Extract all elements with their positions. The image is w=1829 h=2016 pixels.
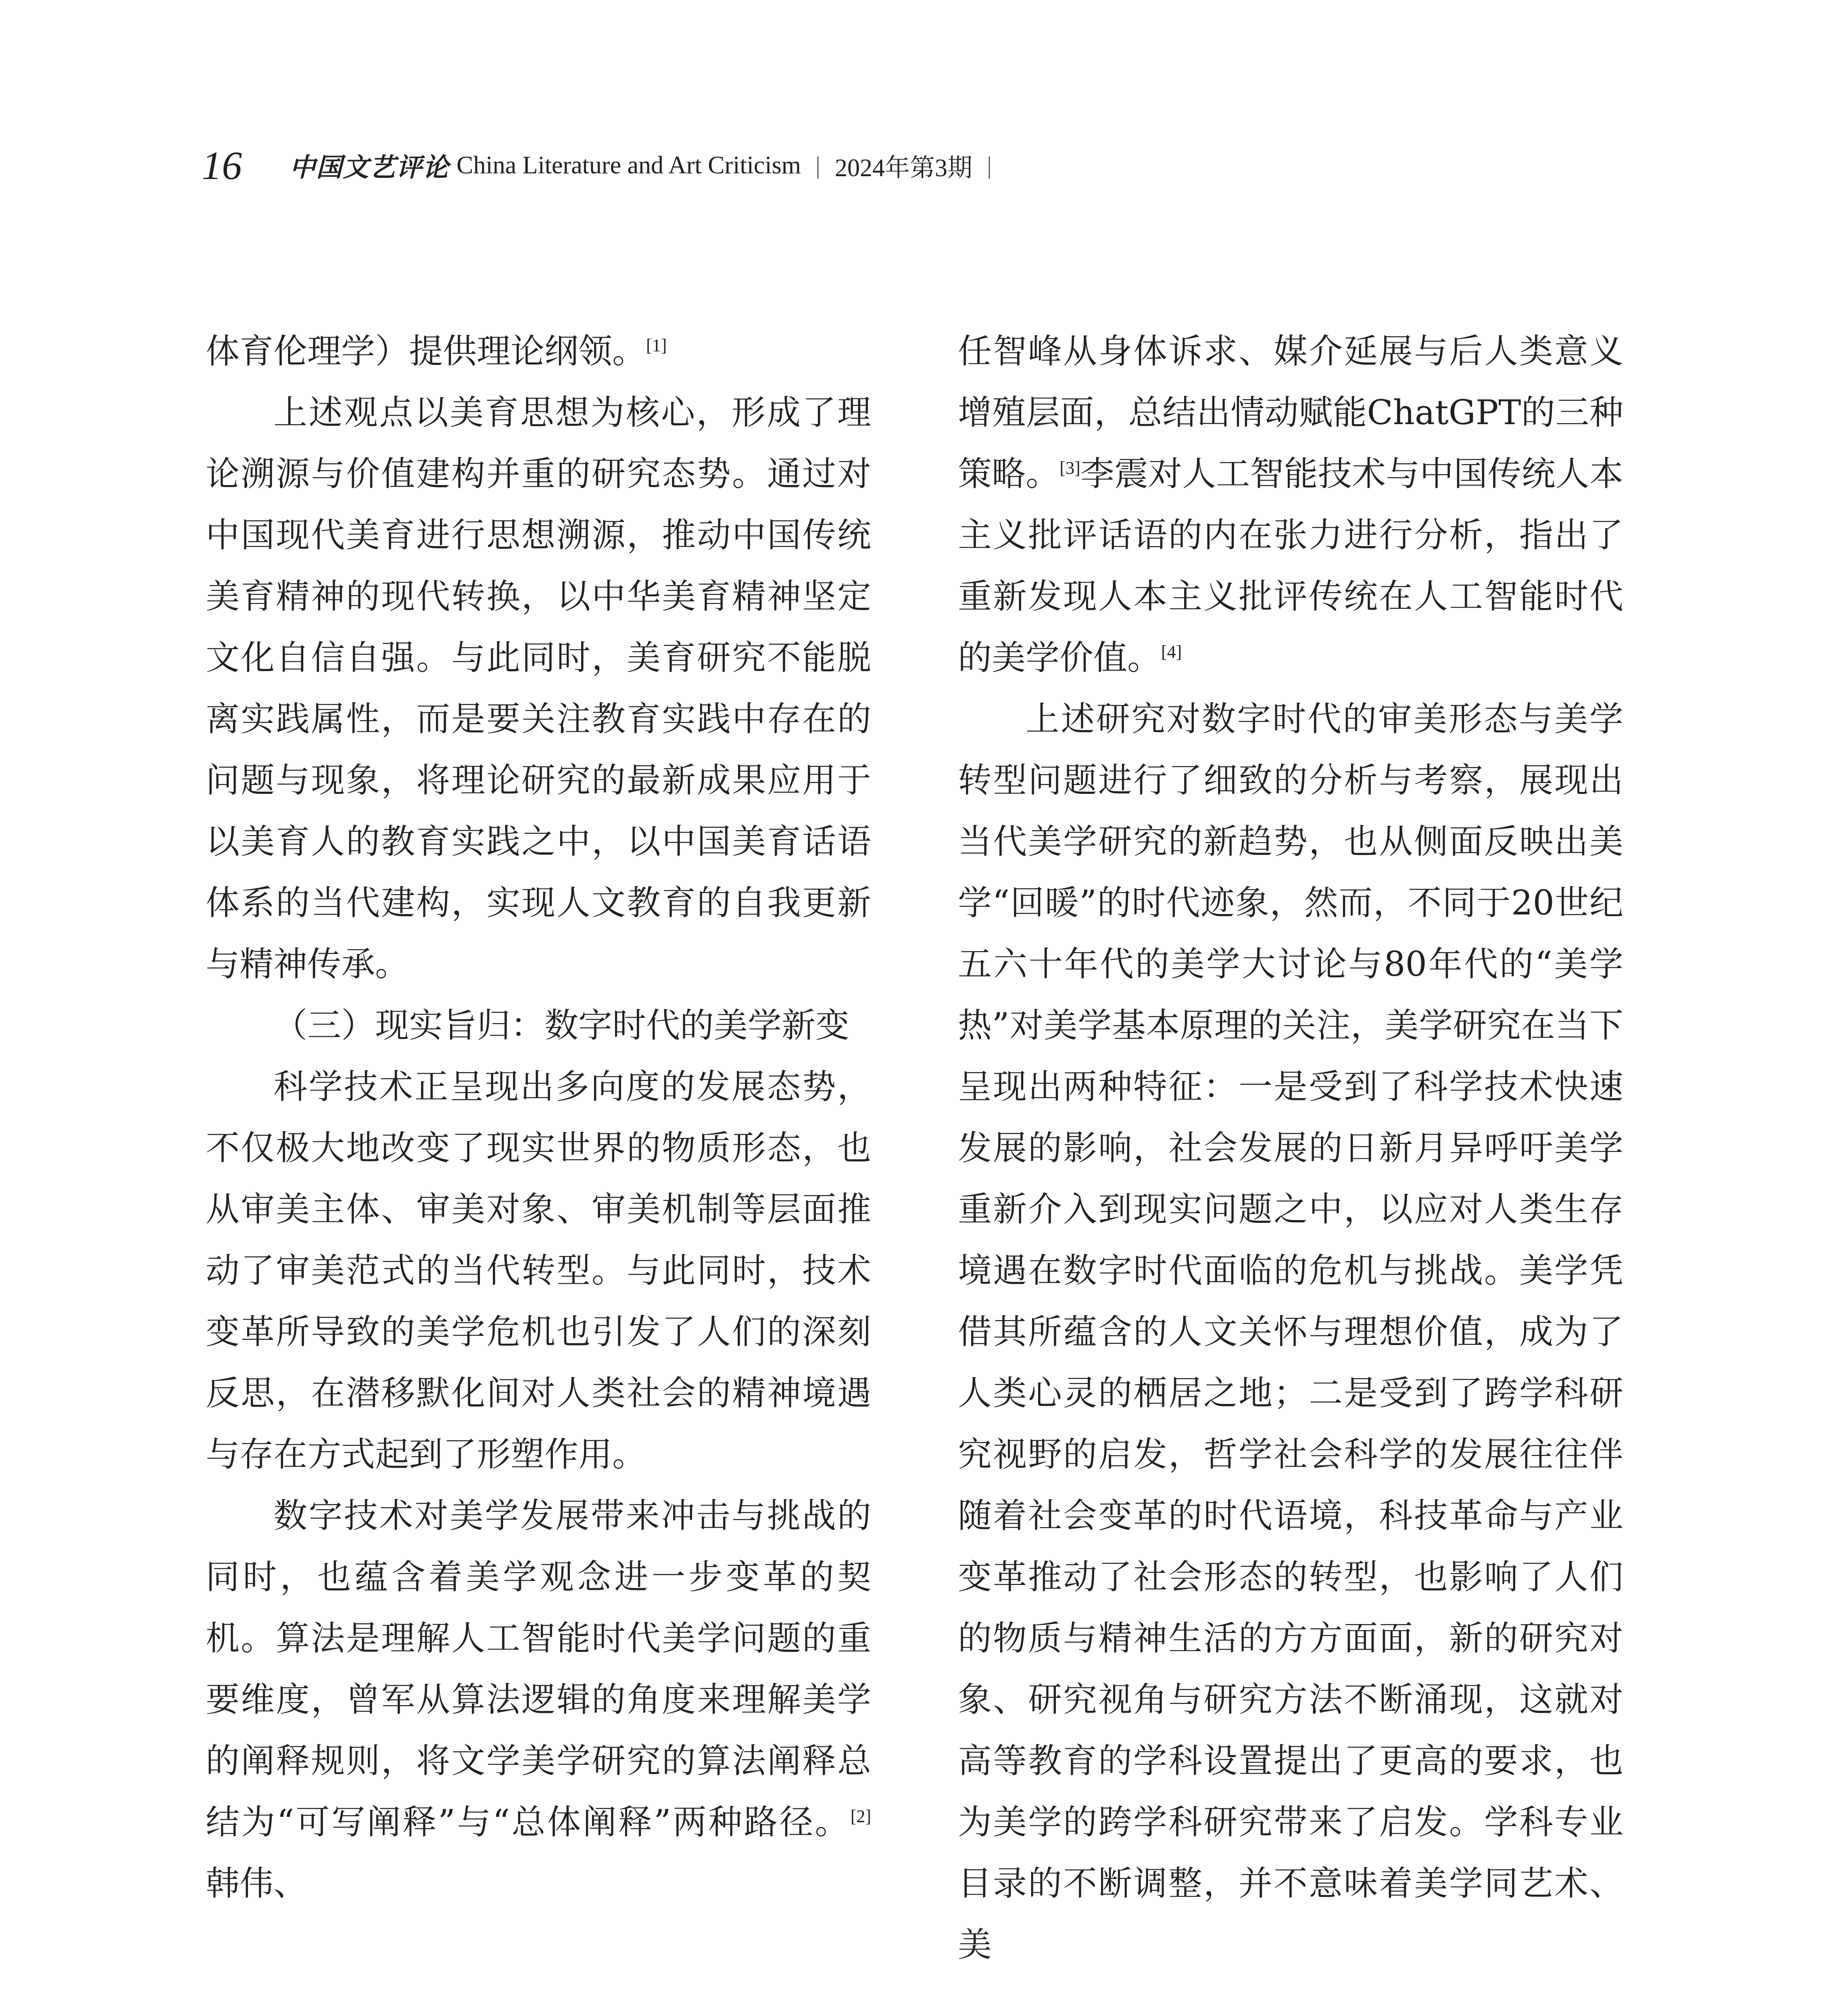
paragraph: 体育伦理学）提供理论纲领。[1] [206, 331, 667, 371]
section-subheading: （三）现实旨归：数字时代的美学新变 [273, 1006, 850, 1045]
paragraph: 任智峰从身体诉求、媒介延展与后人类意义增殖层面，总结出情动赋能ChatGPT的三种策略。[3]李震对人工智能技术与中国传统人本主义批评话语的内在张力进行分析，指出了重新发现人本主义批评传统在人工智能时代的美学价值。[4] [958, 331, 1623, 677]
paragraph: 数字技术对美学发展带来冲击与挑战的同时，也蕴含着美学观念进一步变革的契机。算法是理解人工智能时代美学问题的重要维度，曾军从算法逻辑的角度来理解美学的阐释规则，将文学美学研究的算法阐释总结为“可写阐释”与“总体阐释”两种路径。[2]韩伟、 [206, 1496, 871, 1903]
issue-label: 2024年第3期 [835, 154, 973, 182]
page-number: 16 [202, 143, 242, 188]
paragraph: 上述研究对数字时代的审美形态与美学转型问题进行了细致的分析与考察，展现出当代美学研究的新趋势，也从侧面反映出美学“回暖”的时代迹象，然而，不同于20世纪五六十年代的美学大讨论与80年代的“美学热”对美学基本原理的关注，美学研究在当下呈现出两种特征：一是受到了科学技术快速发展的影响，社会发展的日新月异呼吁美学重新介入到现实问题之中，以应对人类生存境遇在数字时代面临的危机与挑战。美学凭借其所蕴含的人文关怀与理想价值，成为了人类心灵的栖居之地；二是受到了跨学科研究视野的启发，哲学社会科学的发展往往伴随着社会变革的时代语境，科技革命与产业变革推动了社会形态的转型，也影响了人们的物质与精神生活的方方面面，新的研究对象、研究视角与研究方法不断涌现，这就对高等教育的学科设置提出了更高的要求，也为美学的跨学科研究带来了启发。学科专业目录的不断调整，并不意味着美学同艺术、美 [958, 699, 1623, 1964]
paragraph: 上述观点以美育思想为核心，形成了理论溯源与价值建构并重的研究态势。通过对中国现代美育进行思想溯源，推动中国传统美育精神的现代转换，以中华美育精神坚定文化自信自强。与此同时，美育研究不能脱离实践属性，而是要关注教育实践中存在的问题与现象，将理论研究的最新成果应用于以美育人的教育实践之中，以中国美育话语体系的当代建构，实现人文教育的自我更新与精神传承。 [206, 393, 871, 984]
header-separator: | [815, 152, 821, 179]
footnote-ref[interactable]: [4] [1161, 642, 1182, 662]
left-column [206, 321, 871, 1914]
paragraph: 科学技术正呈现出多向度的发展态势，不仅极大地改变了现实世界的物质形态，也从审美主体、审美对象、审美机制等层面推动了审美范式的当代转型。与此同时，技术变革所导致的美学危机也引发了人们的深刻反思，在潜移默化间对人类社会的精神境遇与存在方式起到了形塑作用。 [206, 1067, 871, 1474]
header-separator-end: | [987, 152, 992, 179]
footnote-ref[interactable]: [1] [646, 335, 667, 355]
right-column [958, 321, 1623, 1975]
running-header [202, 133, 1006, 198]
footnote-ref[interactable]: [3] [1059, 458, 1080, 478]
journal-title-cn: 中国文艺评论 [290, 152, 449, 183]
journal-title-en: China Literature and Art Criticism [457, 151, 801, 179]
footnote-ref[interactable]: [2] [850, 1806, 871, 1826]
